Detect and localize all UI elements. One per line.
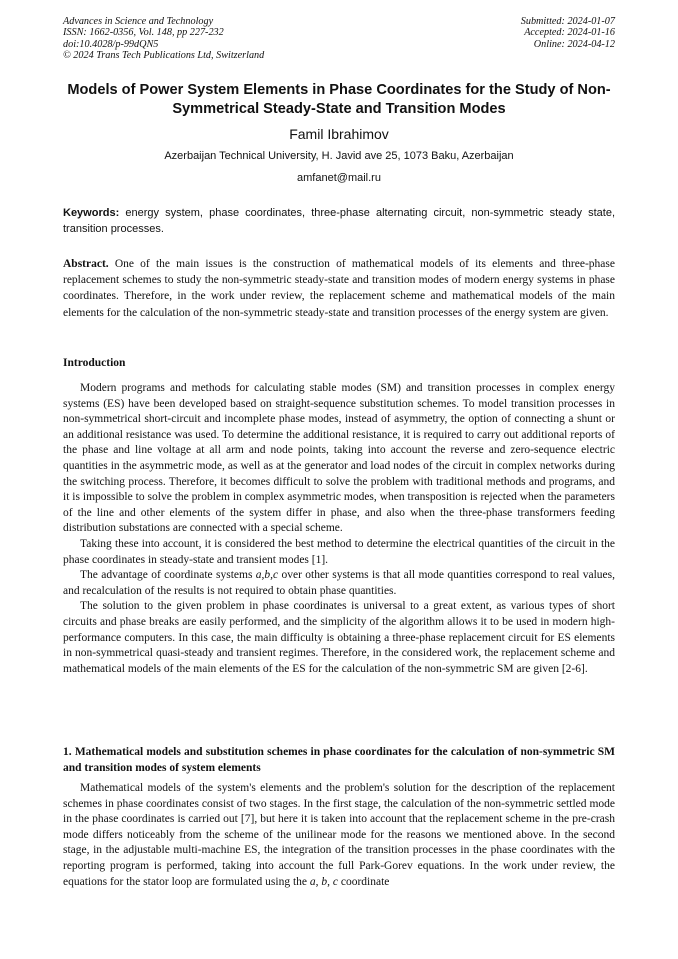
section-1-paragraph-1	[63, 781, 615, 890]
keywords-label: Keywords:	[63, 207, 120, 219]
abstract-text: One of the main issues is the construction of mathematical models of its elements and three-phase replacement schemes to study the non-symmetric steady-state and transition modes of modern energy systems in phase coordinates. Therefore, in the work under review, the replacement scheme and mathematical models of the main elements for the calculation of the non-symmetric steady-state and transition processes of the energy system are given.	[63, 258, 615, 319]
introduction-paragraph-4: The solution to the given problem in phase coordinates is universal to a great extent, as various types of short circuits and phase breaks are easily performed, and the simplicity of the algorithm allows it to be used in modern high-performance computers. In this case, the main difficulty is obtaining a three-phase replacement circuit for ES elements in non-symmetrical quasi-steady and transient regimes. Therefore, in the considered work, the replacement scheme and mathematical models of the main elements of the ES for the calculation of the non-symmetric SM are given [2-6].	[63, 600, 615, 675]
introduction-section	[63, 355, 615, 677]
introduction-heading: Introduction	[63, 357, 126, 369]
journal-issn: ISSN: 1662-0356, Vol. 148, pp 227-232	[63, 27, 224, 39]
submitted-date: Submitted: 2024-01-07	[520, 16, 615, 27]
introduction-paragraph-3	[63, 568, 615, 599]
section-1-heading: 1. Mathematical models and substitution schemes in phase coordinates for the calculation of non-symmetric SM and transition modes of system elements	[63, 746, 615, 774]
variable-c: c	[332, 875, 338, 888]
paragraph-text: The advantage of coordinate systems	[80, 569, 256, 582]
journal-info	[63, 16, 264, 61]
introduction-paragraph-1: Modern programs and methods for calculating stable modes (SM) and transition processes in complex energy systems (ES) have been developed based on straight-sequence substitution schemes. To model transition processes in non-symmetrical short-circuit and incomplete phase modes, instead of asymmetry, the option of connecting a shunt or an additional resistance was used. To determine the additional resistance, it is required to carry out additional reports of the phase and line voltage at all arm and node points, taking into account the reverse and zero-sequence electric quantities in the asymmetric mode, as well as at the generator and load nodes of the circuit in complex networks during the switching process. Therefore, it becomes difficult to solve the problem with traditional methods and programs, and it is impossible to solve the problem in complex asymmetric modes, when transposition is rejected when the parameters of the line and other elements of the system differ in phase, and also when the three-phase transformers feeding distribution substations are connected with a special scheme.	[63, 382, 615, 535]
section-1	[63, 744, 615, 890]
variable-a: a	[309, 875, 316, 888]
paper-title: Models of Power System Elements in Phase Coordinates for the Study of Non-Symmetrical Steady-State and Transition Modes	[67, 82, 611, 117]
copyright-notice: © 2024 Trans Tech Publications Ltd, Switzerland	[63, 49, 265, 61]
variable-b: b	[321, 875, 328, 888]
publication-dates	[521, 16, 615, 50]
article-doi: doi:10.4028/p-99dQN5	[63, 38, 159, 50]
coordinate-variables: a,b,c	[255, 569, 279, 582]
abstract	[63, 256, 615, 321]
author-name: Famil Ibrahimov	[289, 126, 389, 142]
introduction-paragraph-2: Taking these into account, it is considered the best method to determine the electrical quantities of the circuit in the phase coordinates in steady-state and transient modes [1].	[63, 537, 615, 566]
paragraph-text: coordinate	[337, 875, 390, 888]
keywords-text: energy system, phase coordinates, three-phase alternating circuit, non-symmetric steady state, transition processes.	[63, 207, 615, 235]
abstract-label: Abstract.	[63, 258, 109, 270]
author-affiliation: Azerbaijan Technical University, H. Javid ave 25, 1073 Baku, Azerbaijan	[164, 150, 514, 162]
paragraph-text: over other systems is that all mode quantities correspond to real values, and recalculation of the results is not required to obtain phase quantities.	[63, 569, 615, 597]
journal-name: Advances in Science and Technology	[63, 16, 214, 27]
online-date: Online: 2024-04-12	[533, 38, 615, 50]
separator: ,	[315, 875, 322, 888]
paragraph-text: Mathematical models of the system's elements and the problem's solution for the description of the replacement schemes in phase coordinates consist of two stages. In the first stage, the calculation of the non-symmetric settled mode in the phase coordinates is carried out [7], but here it is taken into account that the replacement scheme in the pre-crash mode differs noticeably from the scheme of the unilinear mode for the reasons we mentioned above. In the second stage, in the adjustable multi-machine ES, the integration of the transition processes in the phase coordinates with the reporting program is performed, taking into account the full Park-Gorev equations. In the work under review, the equations for the stator loop are formulated using the	[63, 782, 615, 888]
keywords	[63, 205, 615, 237]
author-email: amfanet@mail.ru	[297, 172, 381, 184]
accepted-date: Accepted: 2024-01-16	[524, 27, 615, 39]
separator: ,	[327, 875, 333, 888]
